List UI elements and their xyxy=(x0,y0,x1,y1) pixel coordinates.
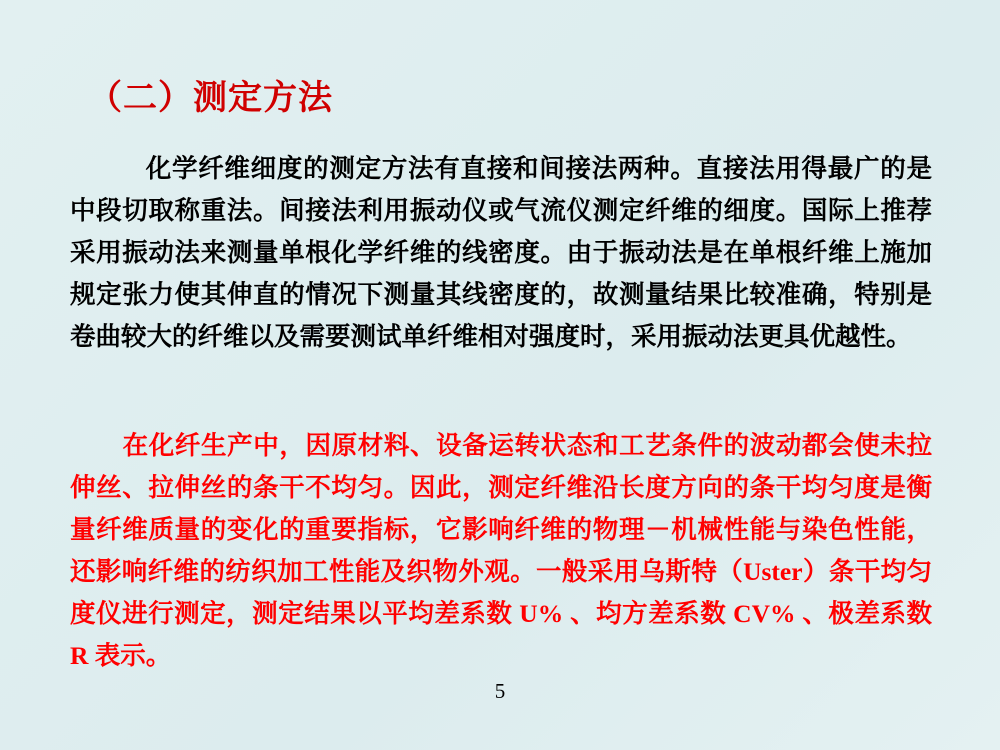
page-number: 5 xyxy=(494,679,506,703)
paragraph-text-red: 在化纤生产中，因原材料、设备运转状态和工艺条件的波动都会使未拉伸丝、拉伸丝的条干不均匀。因此，测定纤维沿长度方向的条干均匀度是衡量纤维质量的变化的重要指标，它影响纤维的物理－机械性能与染色性能，还影响纤维的纺织加工性能及织物外观。一般采用乌斯特（Uster）条干均匀度仪进行测定，测定结果以平均差系数 U% 、均方差系数 CV% 、极差系数 R 表示。 xyxy=(70,431,932,670)
paragraph-block-primary xyxy=(70,148,932,358)
slide-title: （二）测定方法 xyxy=(88,80,333,117)
paragraph-text-black: 化学纤维细度的测定方法有直接和间接法两种。直接法用得最广的是中段切取称重法。间接法利用振动仪或气流仪测定纤维的细度。国际上推荐采用振动法来测量单根化学纤维的线密度。由于振动法是在单根纤维上施加规定张力使其伸直的情况下测量其线密度的，故测量结果比较准确，特别是卷曲较大的纤维以及需要测试单纤维相对强度时，采用振动法更具优越性。 xyxy=(70,154,932,351)
paragraph-block-secondary xyxy=(70,425,932,677)
